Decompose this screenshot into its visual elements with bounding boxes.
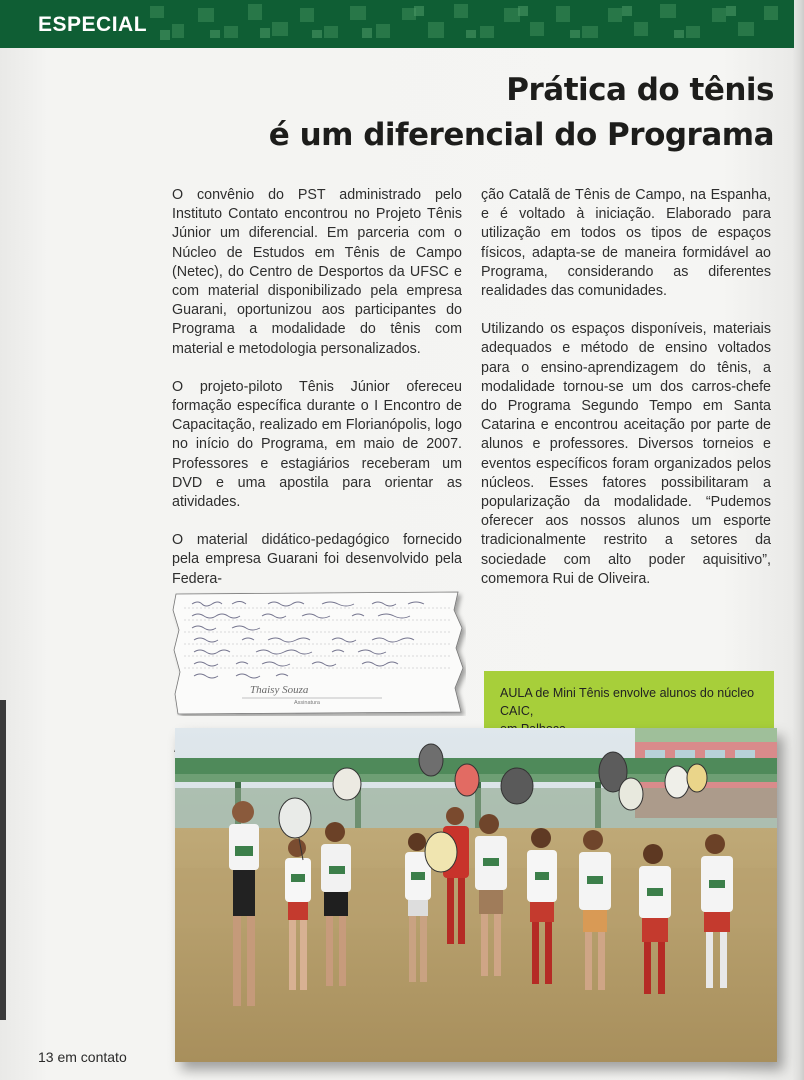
article-column-left (172, 186, 462, 608)
handwritten-note-card (172, 590, 466, 716)
paragraph: O projeto-piloto Tênis Júnior ofereceu formação específica durante o I Encontro de Capacitação, realizado em Florianópolis, logo no início do Programa, em maio de 2007. Professores e estagiários receberam um DVD e uma apostila para orientar as atividades. (172, 378, 462, 511)
paragraph: O material didático-pedagógico fornecido pela empresa Guarani foi desenvolvido pela Federa- (172, 532, 462, 587)
note-paper-graphic (172, 590, 466, 716)
note-signature: Thaisy Souza (250, 684, 309, 696)
group-photo (175, 728, 777, 1062)
header-tile-pattern (140, 0, 794, 48)
title-line-1: Prática do tênis (506, 72, 774, 108)
photo-illustration (175, 728, 777, 1062)
article-column-right (481, 186, 771, 608)
page-edge-shadow (0, 700, 6, 1020)
magazine-name: em contato (57, 1049, 127, 1065)
section-header-band (0, 0, 794, 48)
article-title (269, 68, 774, 158)
page-number: 13 (38, 1049, 54, 1065)
section-label: ESPECIAL (38, 13, 148, 36)
paragraph: ção Catalã de Tênis de Campo, na Espanha, e é voltado à iniciação. Elaborado para utilização em todos os tipos de espaços físicos, adapta-se de maneira formidável ao Programa, considerando as diferentes realidades das comunidades. (481, 187, 771, 300)
page-folio (38, 1049, 127, 1065)
note-signature-label: Assinatura (294, 700, 320, 706)
paragraph: Utilizando os espaços disponíveis, materiais adequados e método de ensino voltados para o ensino-aprendizagem do tênis, a modalidade tornou-se um dos carros-chefe do Programa Segundo Tempo em Santa Catarina e encontrou aceitação por parte de alunos e professores. Diversos torneios e eventos específicos foram organizados pelos núcleos. Esses fatores possibilitaram a popularização da modalidade. “Pudemos oferecer aos nossos alunos um esporte tradicionalmente restrito a setores da sociedade com alto poder aquisitivo”, comemora Rui de Oliveira. (481, 321, 771, 587)
paragraph: O convênio do PST administrado pelo Instituto Contato encontrou no Projeto Tênis Júnior um diferencial. Em parceria com o Núcleo de Estudos em Tênis de Campo (Netec), do Centro de Desportos da UFSC e com material disponibilizado pela empresa Guarani, oportunizou aos participantes do Programa a modalidade do tênis com material e metodologia personalizados. (172, 187, 462, 357)
caption-line-1: AULA de Mini Tênis envolve alunos do núcleo CAIC, (500, 686, 755, 718)
title-line-2: é um diferencial do Programa (268, 117, 774, 153)
page-fold-shadow (792, 0, 804, 1080)
photo-caption (484, 671, 774, 729)
